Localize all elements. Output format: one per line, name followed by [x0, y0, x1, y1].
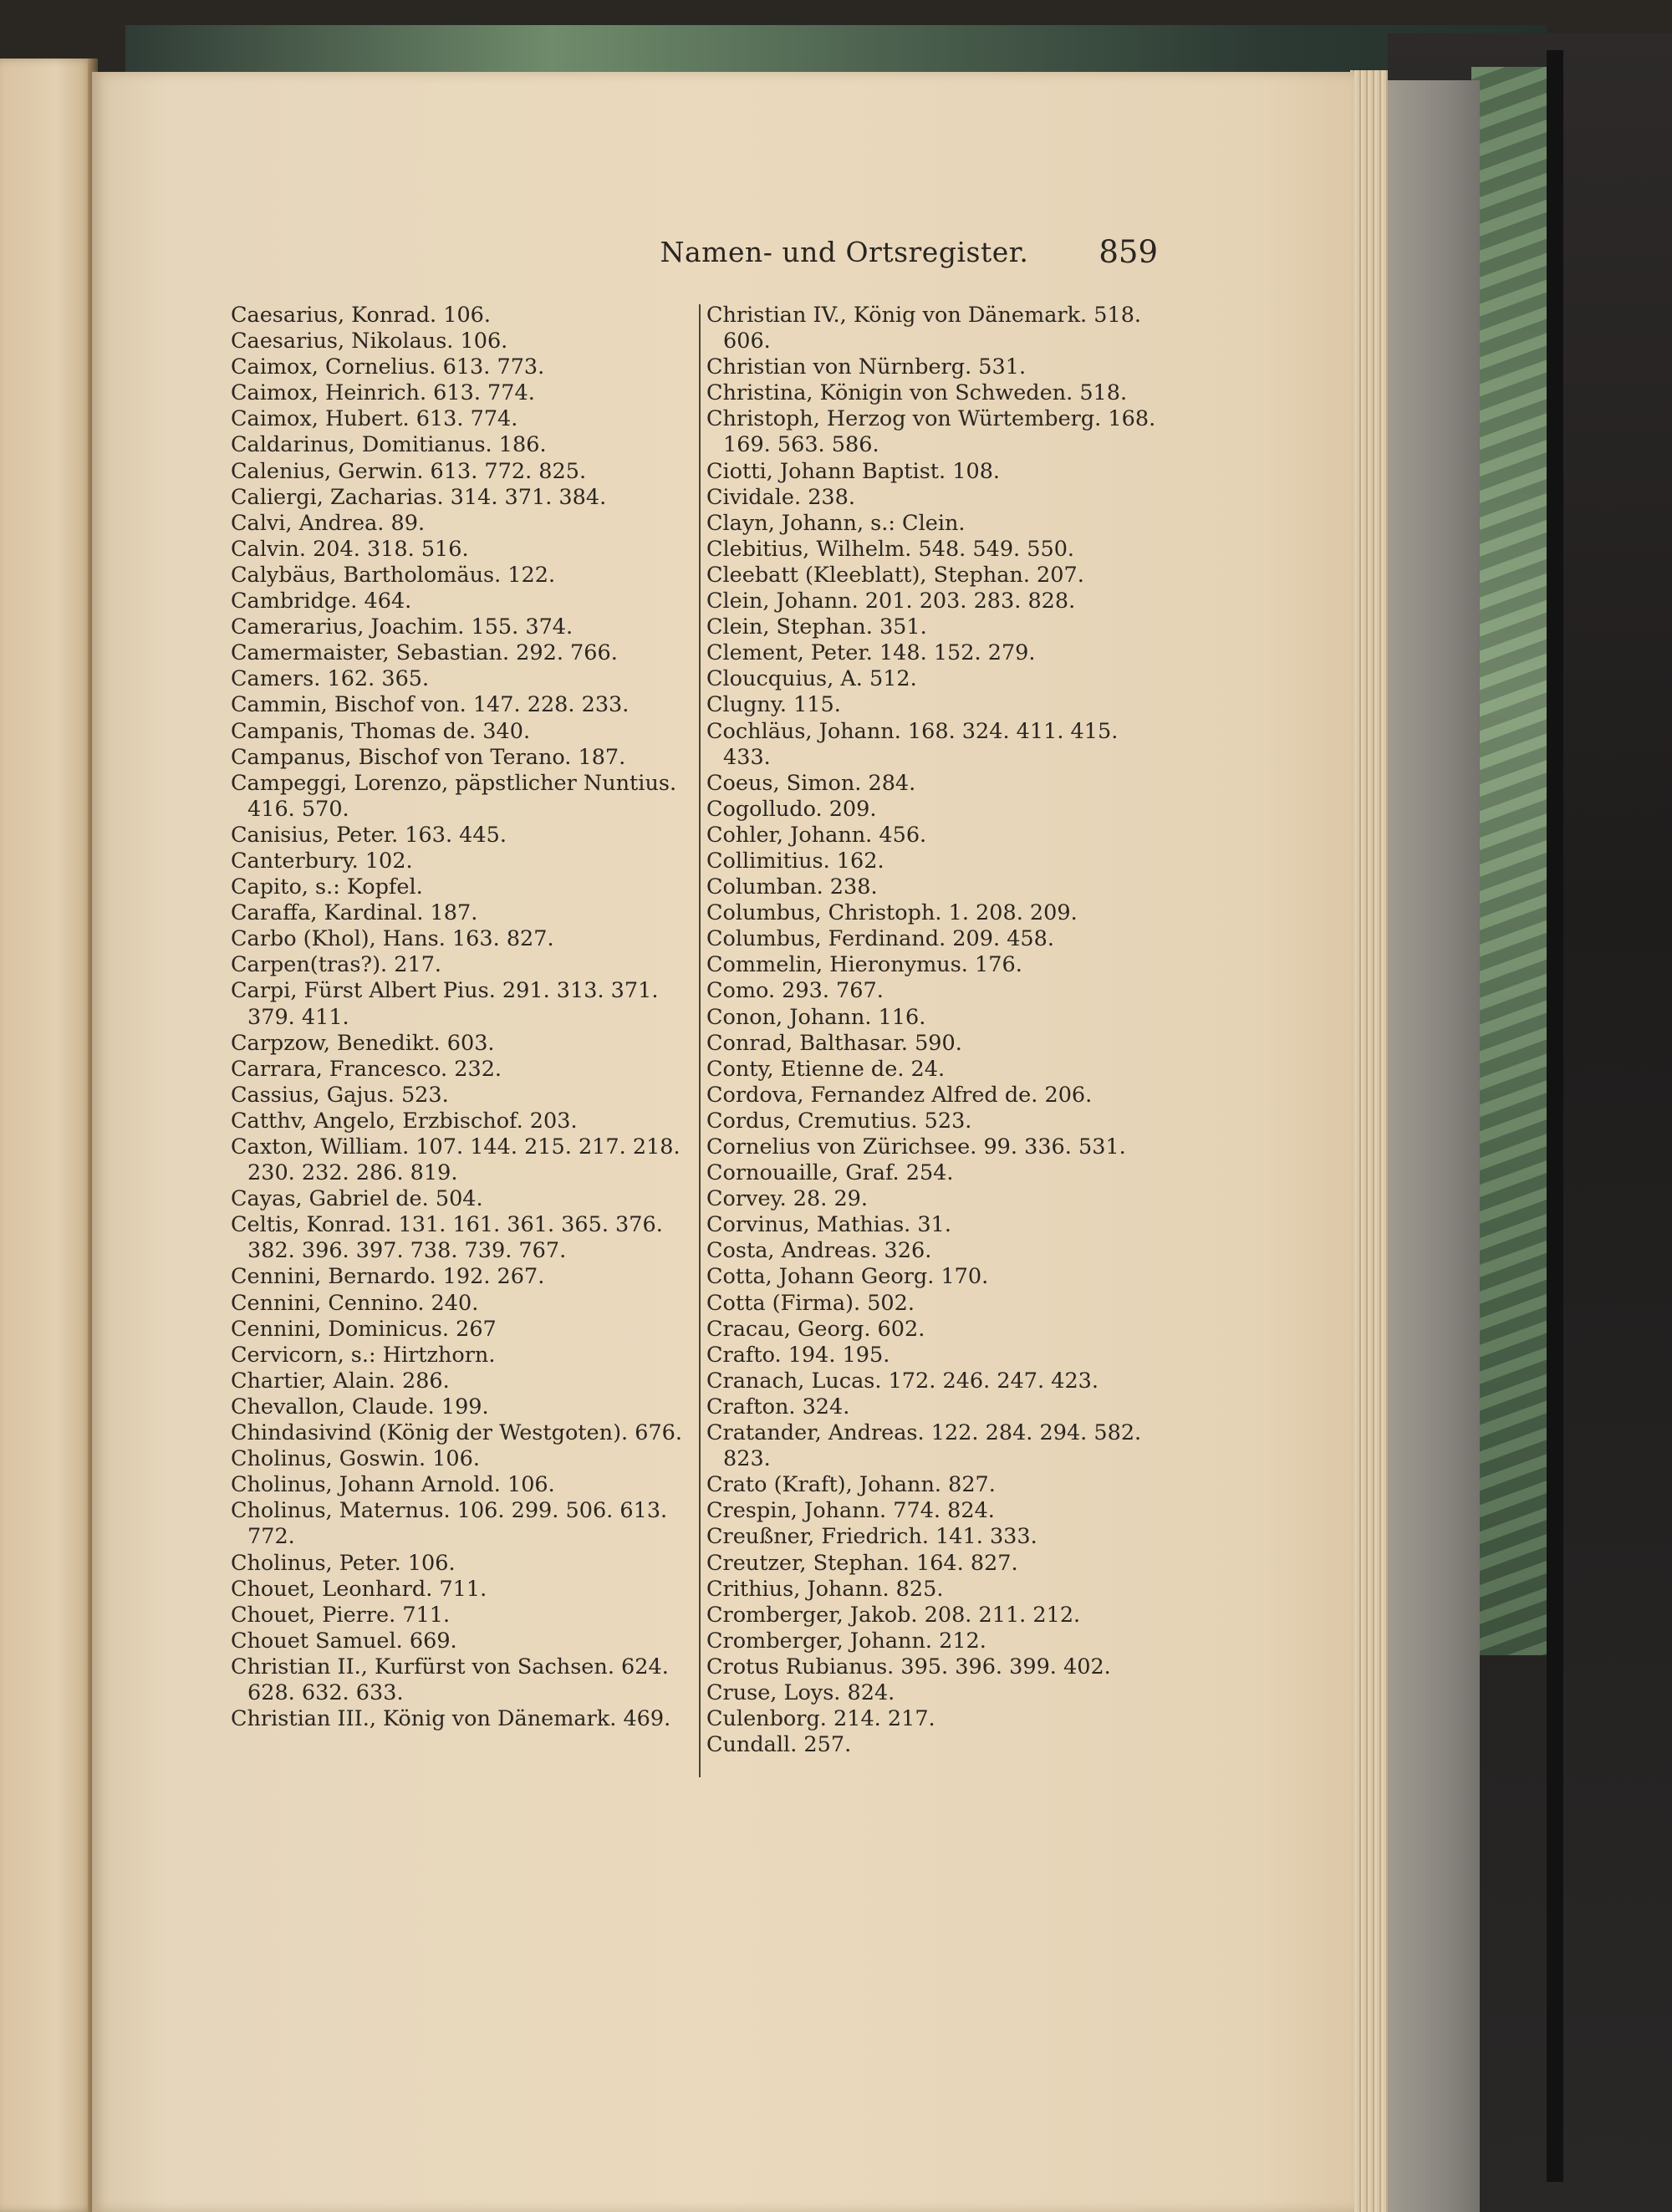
index-entry: Chouet Samuel. 669.: [231, 1628, 457, 1654]
index-entry: Crafto. 194. 195.: [706, 1342, 890, 1368]
previous-page-edge: [0, 59, 94, 2212]
index-entry: Campeggi, Lorenzo, päpstlicher Nuntius. 416. 570.: [231, 770, 677, 822]
index-entry: Clugny. 115.: [706, 692, 841, 718]
index-entry: Cennini, Bernardo. 192. 267.: [231, 1264, 545, 1290]
index-entry: Caliergi, Zacharias. 314. 371. 384.: [231, 484, 607, 510]
index-entry: Coeus, Simon. 284.: [706, 770, 916, 796]
index-column-left: [231, 303, 703, 1732]
running-header: Namen- und Ortsregister.: [660, 236, 1029, 268]
index-entry: Como. 293. 767.: [706, 978, 884, 1004]
index-entry: Cordus, Cremutius. 523.: [706, 1108, 972, 1134]
index-entry: Cividale. 238.: [706, 484, 855, 510]
index-entry: Canterbury. 102.: [231, 848, 413, 874]
index-entry: Collimitius. 162.: [706, 848, 884, 874]
index-entry: Calybäus, Bartholomäus. 122.: [231, 562, 556, 588]
index-entry: Columban. 238.: [706, 874, 878, 900]
index-entry: Crespin, Johann. 774. 824.: [706, 1498, 995, 1524]
index-entry: Camermaister, Sebastian. 292. 766.: [231, 640, 618, 666]
index-entry: Christian IV., König von Dänemark. 518. 606.: [706, 303, 1142, 354]
index-entry: Catthv, Angelo, Erzbischof. 203.: [231, 1108, 578, 1134]
index-entry: Chouet, Leonhard. 711.: [231, 1576, 487, 1602]
index-entry: Carpen(tras?). 217.: [231, 952, 442, 978]
index-entry: Culenborg. 214. 217.: [706, 1706, 935, 1732]
index-entry: Cholinus, Maternus. 106. 299. 506. 613. 772.: [231, 1498, 668, 1550]
index-entry: Cervicorn, s.: Hirtzhorn.: [231, 1342, 496, 1368]
index-entry: Cromberger, Johann. 212.: [706, 1628, 986, 1654]
index-entry: Clein, Johann. 201. 203. 283. 828.: [706, 589, 1076, 614]
index-entry: Capito, s.: Kopfel.: [231, 874, 423, 900]
index-entry: Caimox, Heinrich. 613. 774.: [231, 380, 535, 406]
index-entry: Chouet, Pierre. 711.: [231, 1602, 451, 1628]
index-entry: Christina, Königin von Schweden. 518.: [706, 380, 1128, 406]
index-entry: Cohler, Johann. 456.: [706, 822, 927, 848]
index-entry: Christian III., König von Dänemark. 469.: [231, 1706, 671, 1732]
index-entry: Celtis, Konrad. 131. 161. 361. 365. 376. 382. 396. 397. 738. 739. 767.: [231, 1212, 663, 1264]
index-entry: Conrad, Balthasar. 590.: [706, 1030, 962, 1056]
column-divider: [699, 304, 701, 1777]
index-entry: Creutzer, Stephan. 164. 827.: [706, 1550, 1018, 1576]
index-entry: Christian von Nürnberg. 531.: [706, 354, 1027, 380]
index-entry: Cennini, Cennino. 240.: [231, 1290, 479, 1316]
index-entry: Cruse, Loys. 824.: [706, 1679, 895, 1705]
index-column-right: [706, 303, 1166, 1758]
index-entry: Calenius, Gerwin. 613. 772. 825.: [231, 458, 587, 484]
index-entry: Camers. 162. 365.: [231, 666, 430, 692]
index-entry: Cholinus, Goswin. 106.: [231, 1446, 480, 1472]
index-entry: Ciotti, Johann Baptist. 108.: [706, 458, 1001, 484]
index-entry: Conty, Etienne de. 24.: [706, 1056, 946, 1082]
index-entry: Carpi, Fürst Albert Pius. 291. 313. 371. 379. 411.: [231, 978, 659, 1030]
index-entry: Campanis, Thomas de. 340.: [231, 718, 531, 744]
index-entry: Cranach, Lucas. 172. 246. 247. 423.: [706, 1368, 1099, 1394]
index-entry: Camerarius, Joachim. 155. 374.: [231, 614, 573, 640]
index-entry: Corvey. 28. 29.: [706, 1186, 868, 1212]
index-entry: Cambridge. 464.: [231, 589, 412, 614]
index-entry: Cayas, Gabriel de. 504.: [231, 1186, 483, 1212]
index-entry: Cochläus, Johann. 168. 324. 411. 415. 433.: [706, 718, 1119, 770]
index-entry: Cloucquius, A. 512.: [706, 666, 917, 692]
index-entry: Crafton. 324.: [706, 1394, 850, 1419]
index-entry: Commelin, Hieronymus. 176.: [706, 952, 1022, 978]
index-entry: Carrara, Francesco. 232.: [231, 1056, 502, 1082]
page-stack-edge: [1350, 70, 1388, 2212]
index-entry: Costa, Andreas. 326.: [706, 1238, 932, 1264]
index-entry: Caesarius, Konrad. 106.: [231, 303, 492, 328]
index-entry: Cornelius von Zürichsee. 99. 336. 531.: [706, 1134, 1126, 1160]
index-entry: Carbo (Khol), Hans. 163. 827.: [231, 926, 554, 952]
index-entry: Cammin, Bischof von. 147. 228. 233.: [231, 692, 630, 718]
index-entry: Crato (Kraft), Johann. 827.: [706, 1472, 996, 1498]
index-entry: Caraffa, Kardinal. 187.: [231, 900, 478, 926]
index-entry: Cratander, Andreas. 122. 284. 294. 582. 823.: [706, 1420, 1142, 1472]
index-entry: Cracau, Georg. 602.: [706, 1316, 925, 1342]
index-entry: Clayn, Johann, s.: Clein.: [706, 510, 966, 536]
index-entry: Caxton, William. 107. 144. 215. 217. 218. 230. 232. 286. 819.: [231, 1134, 681, 1186]
index-entry: Calvi, Andrea. 89.: [231, 510, 426, 536]
index-entry: Cennini, Dominicus. 267: [231, 1316, 497, 1342]
index-entry: Columbus, Ferdinand. 209. 458.: [706, 926, 1054, 952]
index-entry: Columbus, Christoph. 1. 208. 209.: [706, 900, 1078, 926]
cover-edge: [1547, 50, 1563, 2182]
index-entry: Cleebatt (Kleeblatt), Stephan. 207.: [706, 562, 1084, 588]
index-entry: Caesarius, Nikolaus. 106.: [231, 329, 508, 354]
index-entry: Conon, Johann. 116.: [706, 1004, 926, 1030]
index-entry: Cundall. 257.: [706, 1732, 852, 1758]
index-entry: Caimox, Hubert. 613. 774.: [231, 406, 518, 432]
index-entry: Chartier, Alain. 286.: [231, 1368, 450, 1394]
index-entry: Clein, Stephan. 351.: [706, 614, 927, 640]
index-entry: Christian II., Kurfürst von Sachsen. 624. 628. 632. 633.: [231, 1654, 669, 1705]
index-entry: Cholinus, Peter. 106.: [231, 1550, 456, 1576]
index-entry: Cotta (Firma). 502.: [706, 1290, 915, 1316]
index-entry: Chindasivind (König der Westgoten). 676.: [231, 1420, 683, 1446]
index-entry: Cordova, Fernandez Alfred de. 206.: [706, 1082, 1093, 1108]
index-entry: Campanus, Bischof von Terano. 187.: [231, 744, 626, 770]
page-stack-shadow: [1388, 80, 1480, 2212]
index-entry: Caldarinus, Domitianus. 186.: [231, 432, 547, 458]
page-number: 859: [1099, 234, 1158, 270]
index-entry: Clement, Peter. 148. 152. 279.: [706, 640, 1036, 666]
index-entry: Corvinus, Mathias. 31.: [706, 1212, 951, 1238]
index-entry: Christoph, Herzog von Würtemberg. 168. 169. 563. 586.: [706, 406, 1156, 458]
index-entry: Creußner, Friedrich. 141. 333.: [706, 1524, 1037, 1550]
index-entry: Chevallon, Claude. 199.: [231, 1394, 489, 1419]
index-entry: Crithius, Johann. 825.: [706, 1576, 944, 1602]
index-entry: Clebitius, Wilhelm. 548. 549. 550.: [706, 536, 1075, 562]
index-entry: Caimox, Cornelius. 613. 773.: [231, 354, 545, 380]
index-entry: Cotta, Johann Georg. 170.: [706, 1264, 989, 1290]
index-entry: Cornouaille, Graf. 254.: [706, 1160, 954, 1186]
index-entry: Cassius, Gajus. 523.: [231, 1082, 449, 1108]
index-entry: Calvin. 204. 318. 516.: [231, 536, 469, 562]
index-entry: Cogolludo. 209.: [706, 796, 877, 822]
index-entry: Crotus Rubianus. 395. 396. 399. 402.: [706, 1654, 1111, 1679]
index-entry: Cromberger, Jakob. 208. 211. 212.: [706, 1602, 1081, 1628]
index-entry: Cholinus, Johann Arnold. 106.: [231, 1472, 555, 1498]
index-entry: Carpzow, Benedikt. 603.: [231, 1030, 495, 1056]
index-entry: Canisius, Peter. 163. 445.: [231, 822, 507, 848]
